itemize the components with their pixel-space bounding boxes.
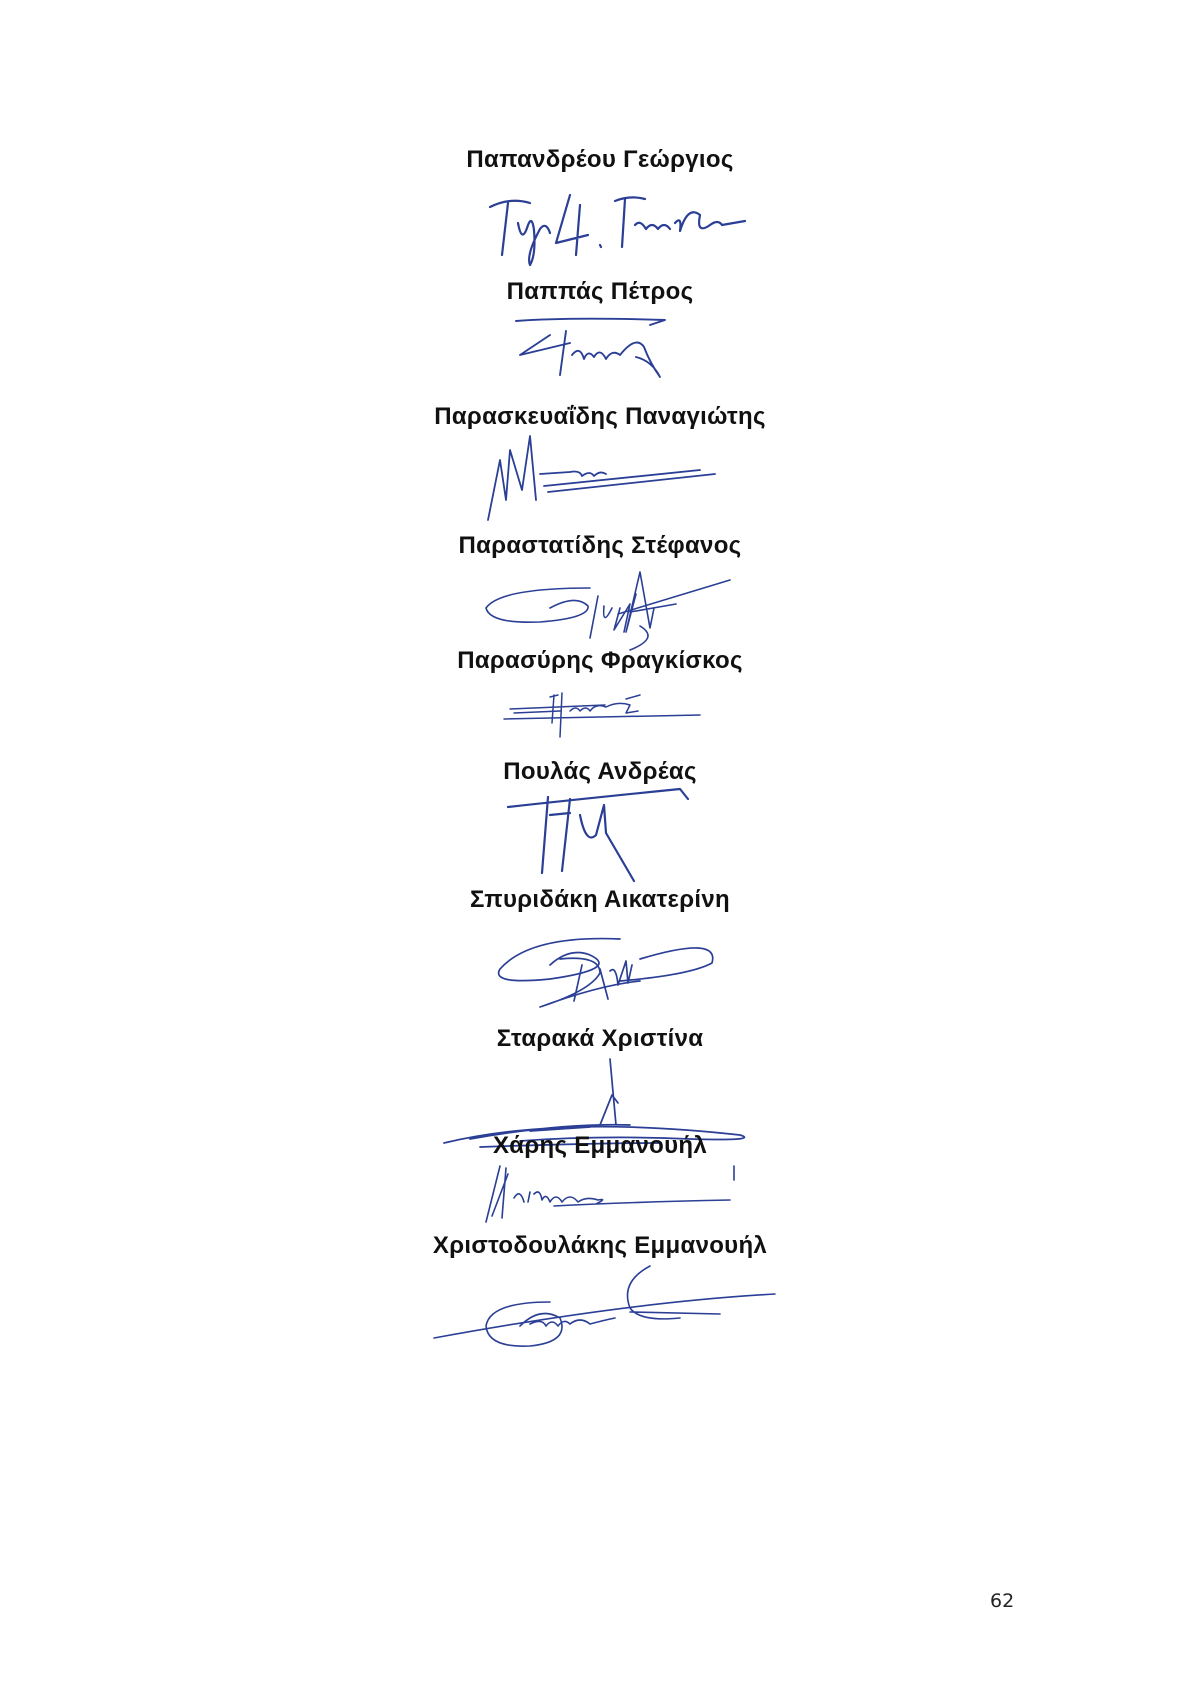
signatory-name: Χάρης Εμμανουήλ xyxy=(492,1132,708,1159)
signatory-name: Χριστοδουλάκης Εμμανουήλ xyxy=(432,1232,768,1259)
signature-image xyxy=(470,185,750,270)
signature-image xyxy=(500,685,710,745)
signature-image xyxy=(430,1262,780,1362)
signature-image xyxy=(480,1158,740,1228)
signatory-name: Σπυριδάκη Αικατερίνη xyxy=(470,886,730,913)
signatory-name: Παραστατίδης Στέφανος xyxy=(458,532,742,559)
signatory-name: Παρασκευαΐδης Παναγιώτης xyxy=(434,403,766,430)
signatory-name: Σταρακά Χριστίνα xyxy=(496,1025,704,1052)
signatory-name: Παππάς Πέτρος xyxy=(506,278,694,305)
signatory-name: Παρασύρης Φραγκίσκος xyxy=(457,647,743,674)
signatory-name: Πουλάς Ανδρέας xyxy=(503,758,697,785)
signature-image xyxy=(490,925,730,1025)
signature-image xyxy=(470,430,730,530)
signature-image xyxy=(510,315,680,385)
page-number: 62 xyxy=(990,1590,1015,1612)
signature-image xyxy=(500,785,720,885)
signatory-name: Παπανδρέου Γεώργιος xyxy=(466,146,734,173)
signature-image xyxy=(480,568,740,658)
